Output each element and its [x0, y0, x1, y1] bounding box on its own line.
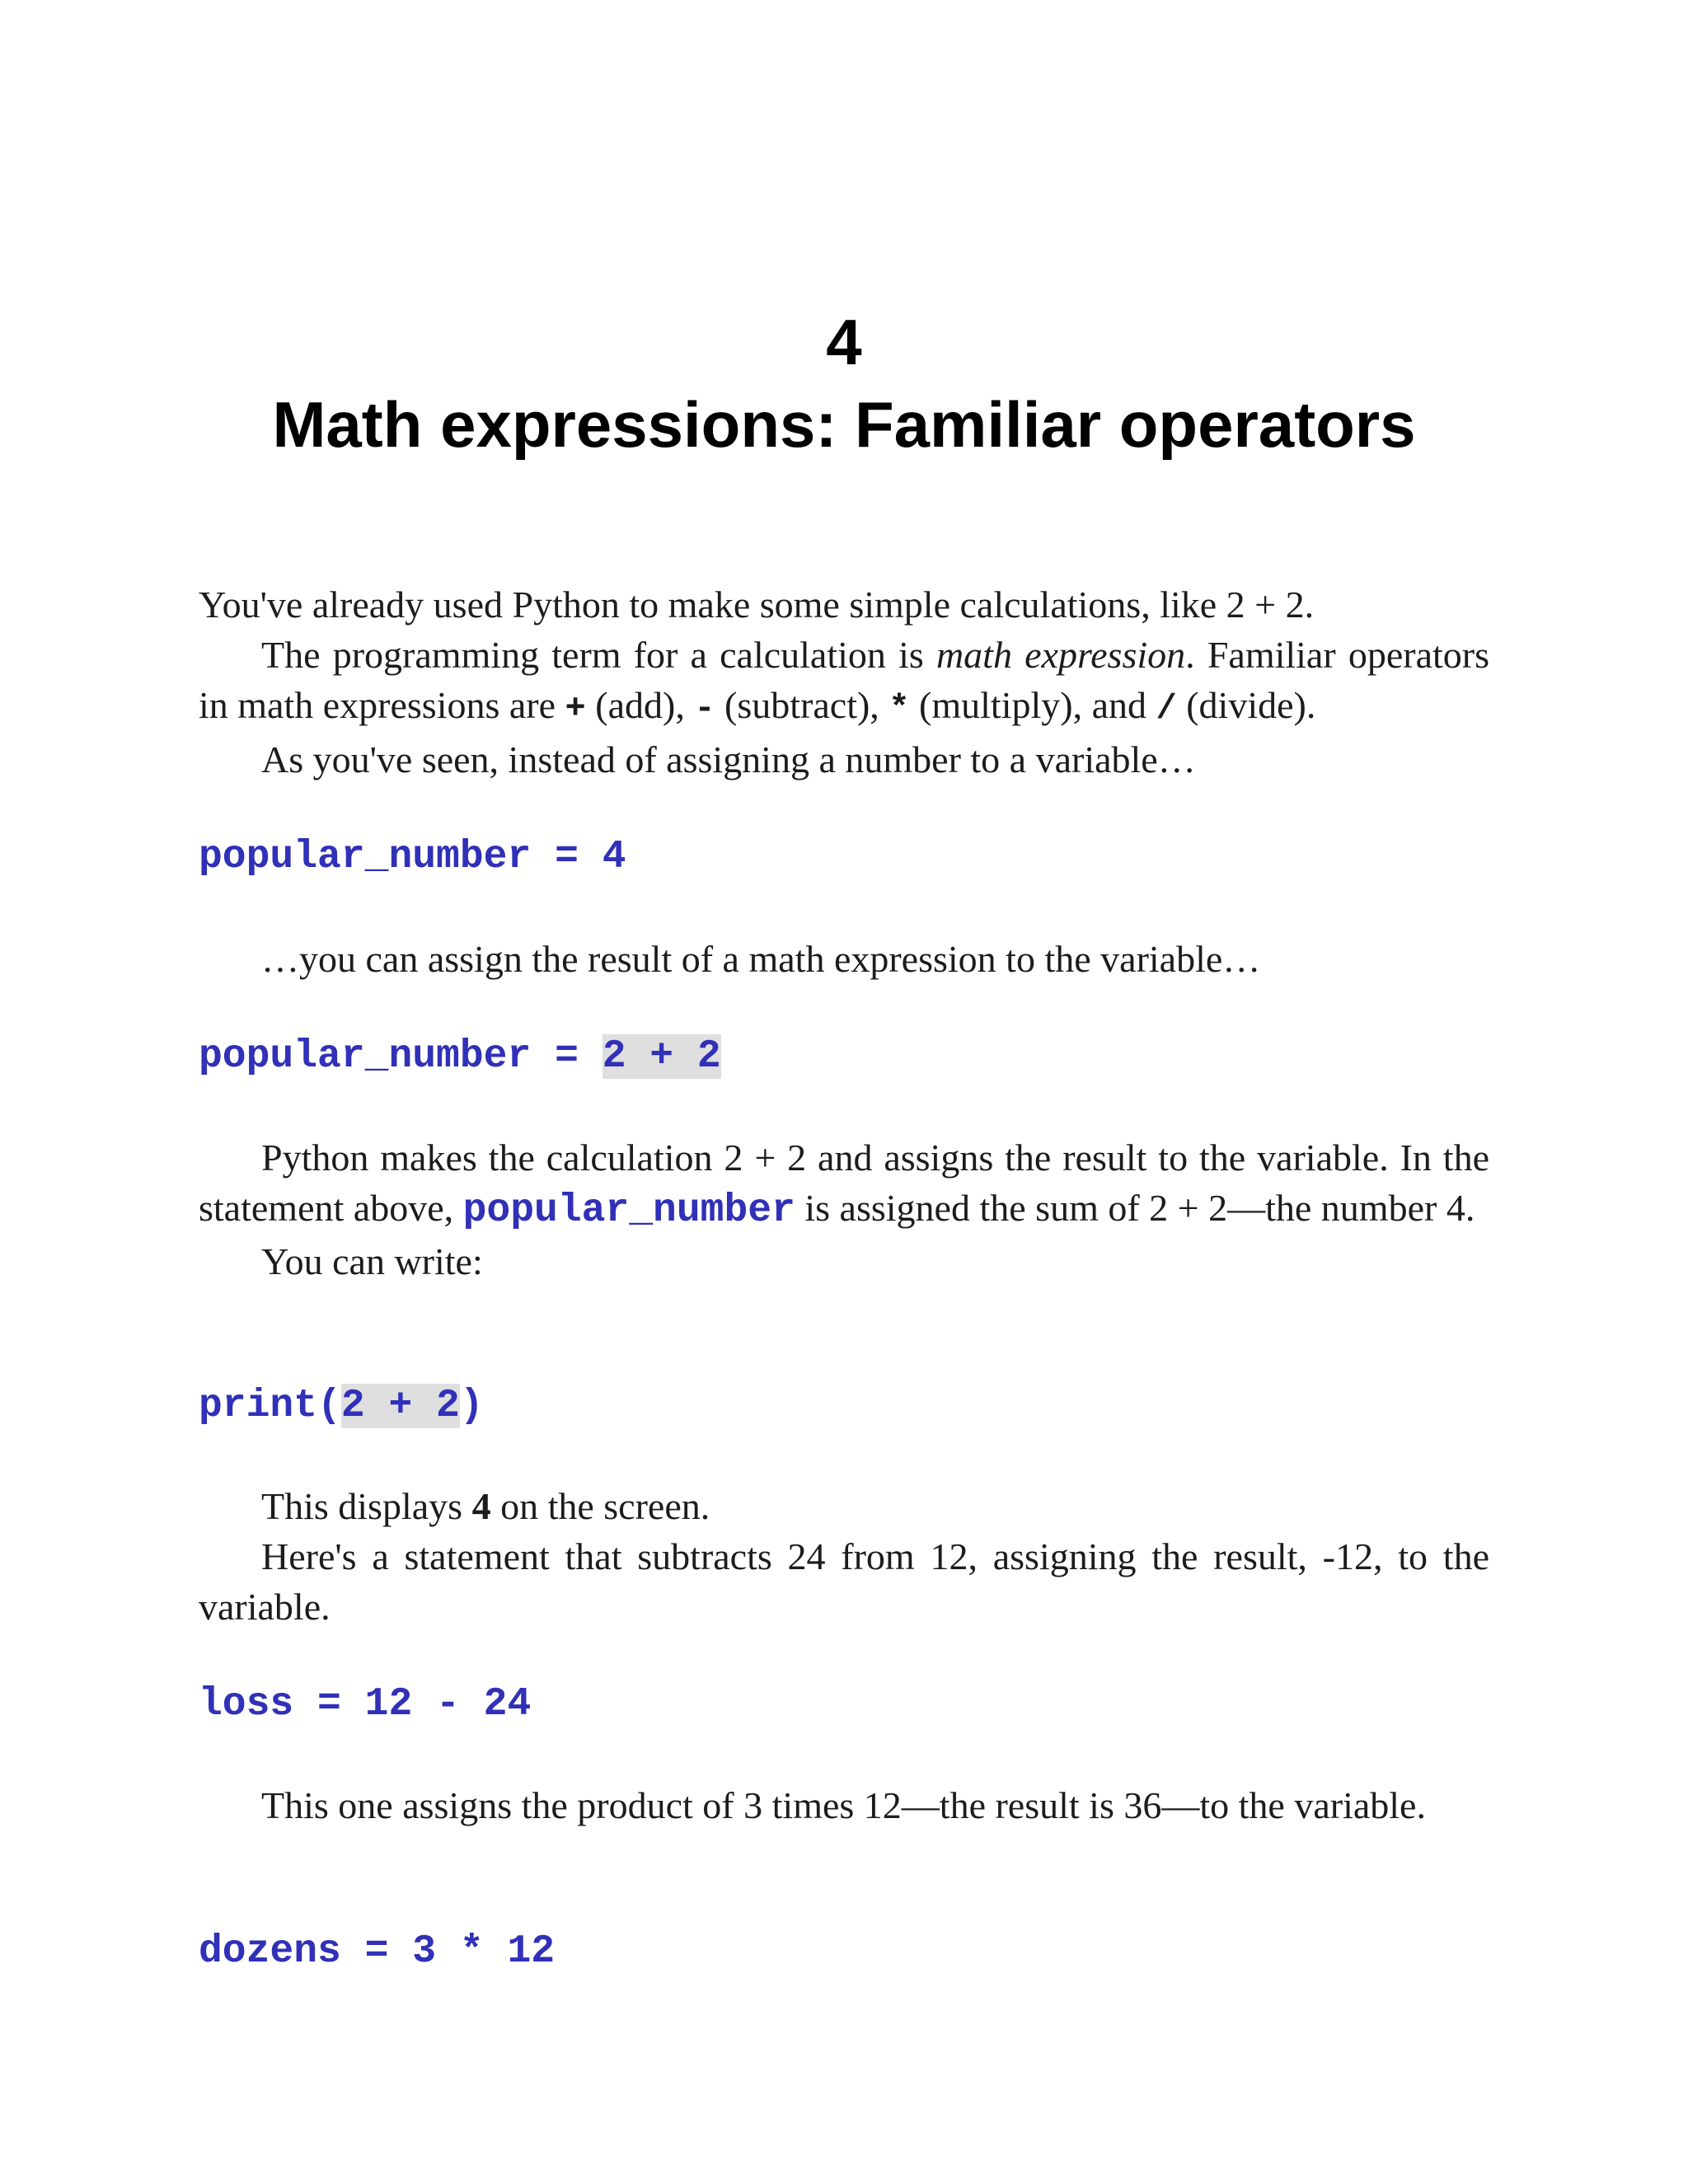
code-highlight-expression: 2 + 2 [602, 1034, 721, 1079]
code-highlight-expression: 2 + 2 [340, 1384, 460, 1428]
term-math-expression: math expression [935, 634, 1186, 676]
intro-paragraph-3: As you've seen, instead of assigning a number to a variable… [261, 738, 1196, 780]
mid-section-2 [199, 1132, 1489, 1286]
mid-paragraph-5: Here's a statement that subtracts 24 from 12, assigning the result, -12, to the variable. [199, 1535, 1489, 1628]
code-example-4: loss = 12 - 24 [199, 1682, 532, 1727]
mid-paragraph-4 [199, 1481, 1489, 1531]
code-example-2 [199, 1030, 721, 1083]
mid-paragraph-6: This one assigns the product of 3 times 12—the result is 36—to the variable. [261, 1784, 1426, 1826]
operator-multiply: * [889, 689, 910, 729]
mid-section-1 [199, 934, 1489, 984]
operator-subtract: - [694, 689, 715, 729]
operator-label: (divide). [1176, 684, 1316, 726]
inline-code-variable: popular_number [462, 1188, 795, 1233]
code-lhs: popular_number = [199, 835, 603, 879]
mid-paragraph-1: …you can assign the result of a math expression to the variable… [261, 938, 1261, 980]
intro-paragraph-1: You've already used Python to make some simple calculations, like 2 + 2. [199, 583, 1315, 626]
code-example-1 [199, 831, 626, 883]
operator-label: (multiply), and [909, 684, 1156, 726]
mid-paragraph-2 [199, 1132, 1489, 1236]
chapter-title: Math expressions: Familiar operators [272, 388, 1416, 461]
operator-label: (subtract), [715, 684, 889, 726]
mid-text: on the screen. [490, 1485, 710, 1527]
bold-result: 4 [471, 1485, 491, 1527]
code-function: print( [199, 1384, 341, 1428]
operator-divide: / [1156, 689, 1177, 729]
operator-add: + [565, 689, 586, 729]
intro-text: The programming term for a calculation is [261, 634, 936, 676]
operator-label: (add), [585, 684, 695, 726]
mid-section-3 [199, 1481, 1489, 1632]
mid-paragraph-3: You can write: [261, 1240, 483, 1282]
mid-text: is assigned the sum of 2 + 2—the number 4. [795, 1187, 1475, 1229]
intro-text: . Familiar operators in math expressions are [199, 634, 1489, 726]
mid-text: This displays [261, 1485, 472, 1527]
code-example-5: dozens = 3 * 12 [199, 1929, 556, 1974]
code-rhs: 4 [602, 835, 626, 879]
code-lhs: popular_number = [199, 1034, 603, 1079]
mid-text: Python makes the calculation 2 + 2 and assigns the result to the variable. In the statement above, [199, 1137, 1489, 1229]
mid-section-4 [199, 1780, 1489, 1830]
chapter-number: 4 [826, 306, 862, 378]
intro-section [199, 579, 1489, 785]
code-example-3 [199, 1380, 484, 1432]
intro-paragraph-2 [199, 630, 1489, 734]
code-close-paren: ) [459, 1384, 484, 1428]
